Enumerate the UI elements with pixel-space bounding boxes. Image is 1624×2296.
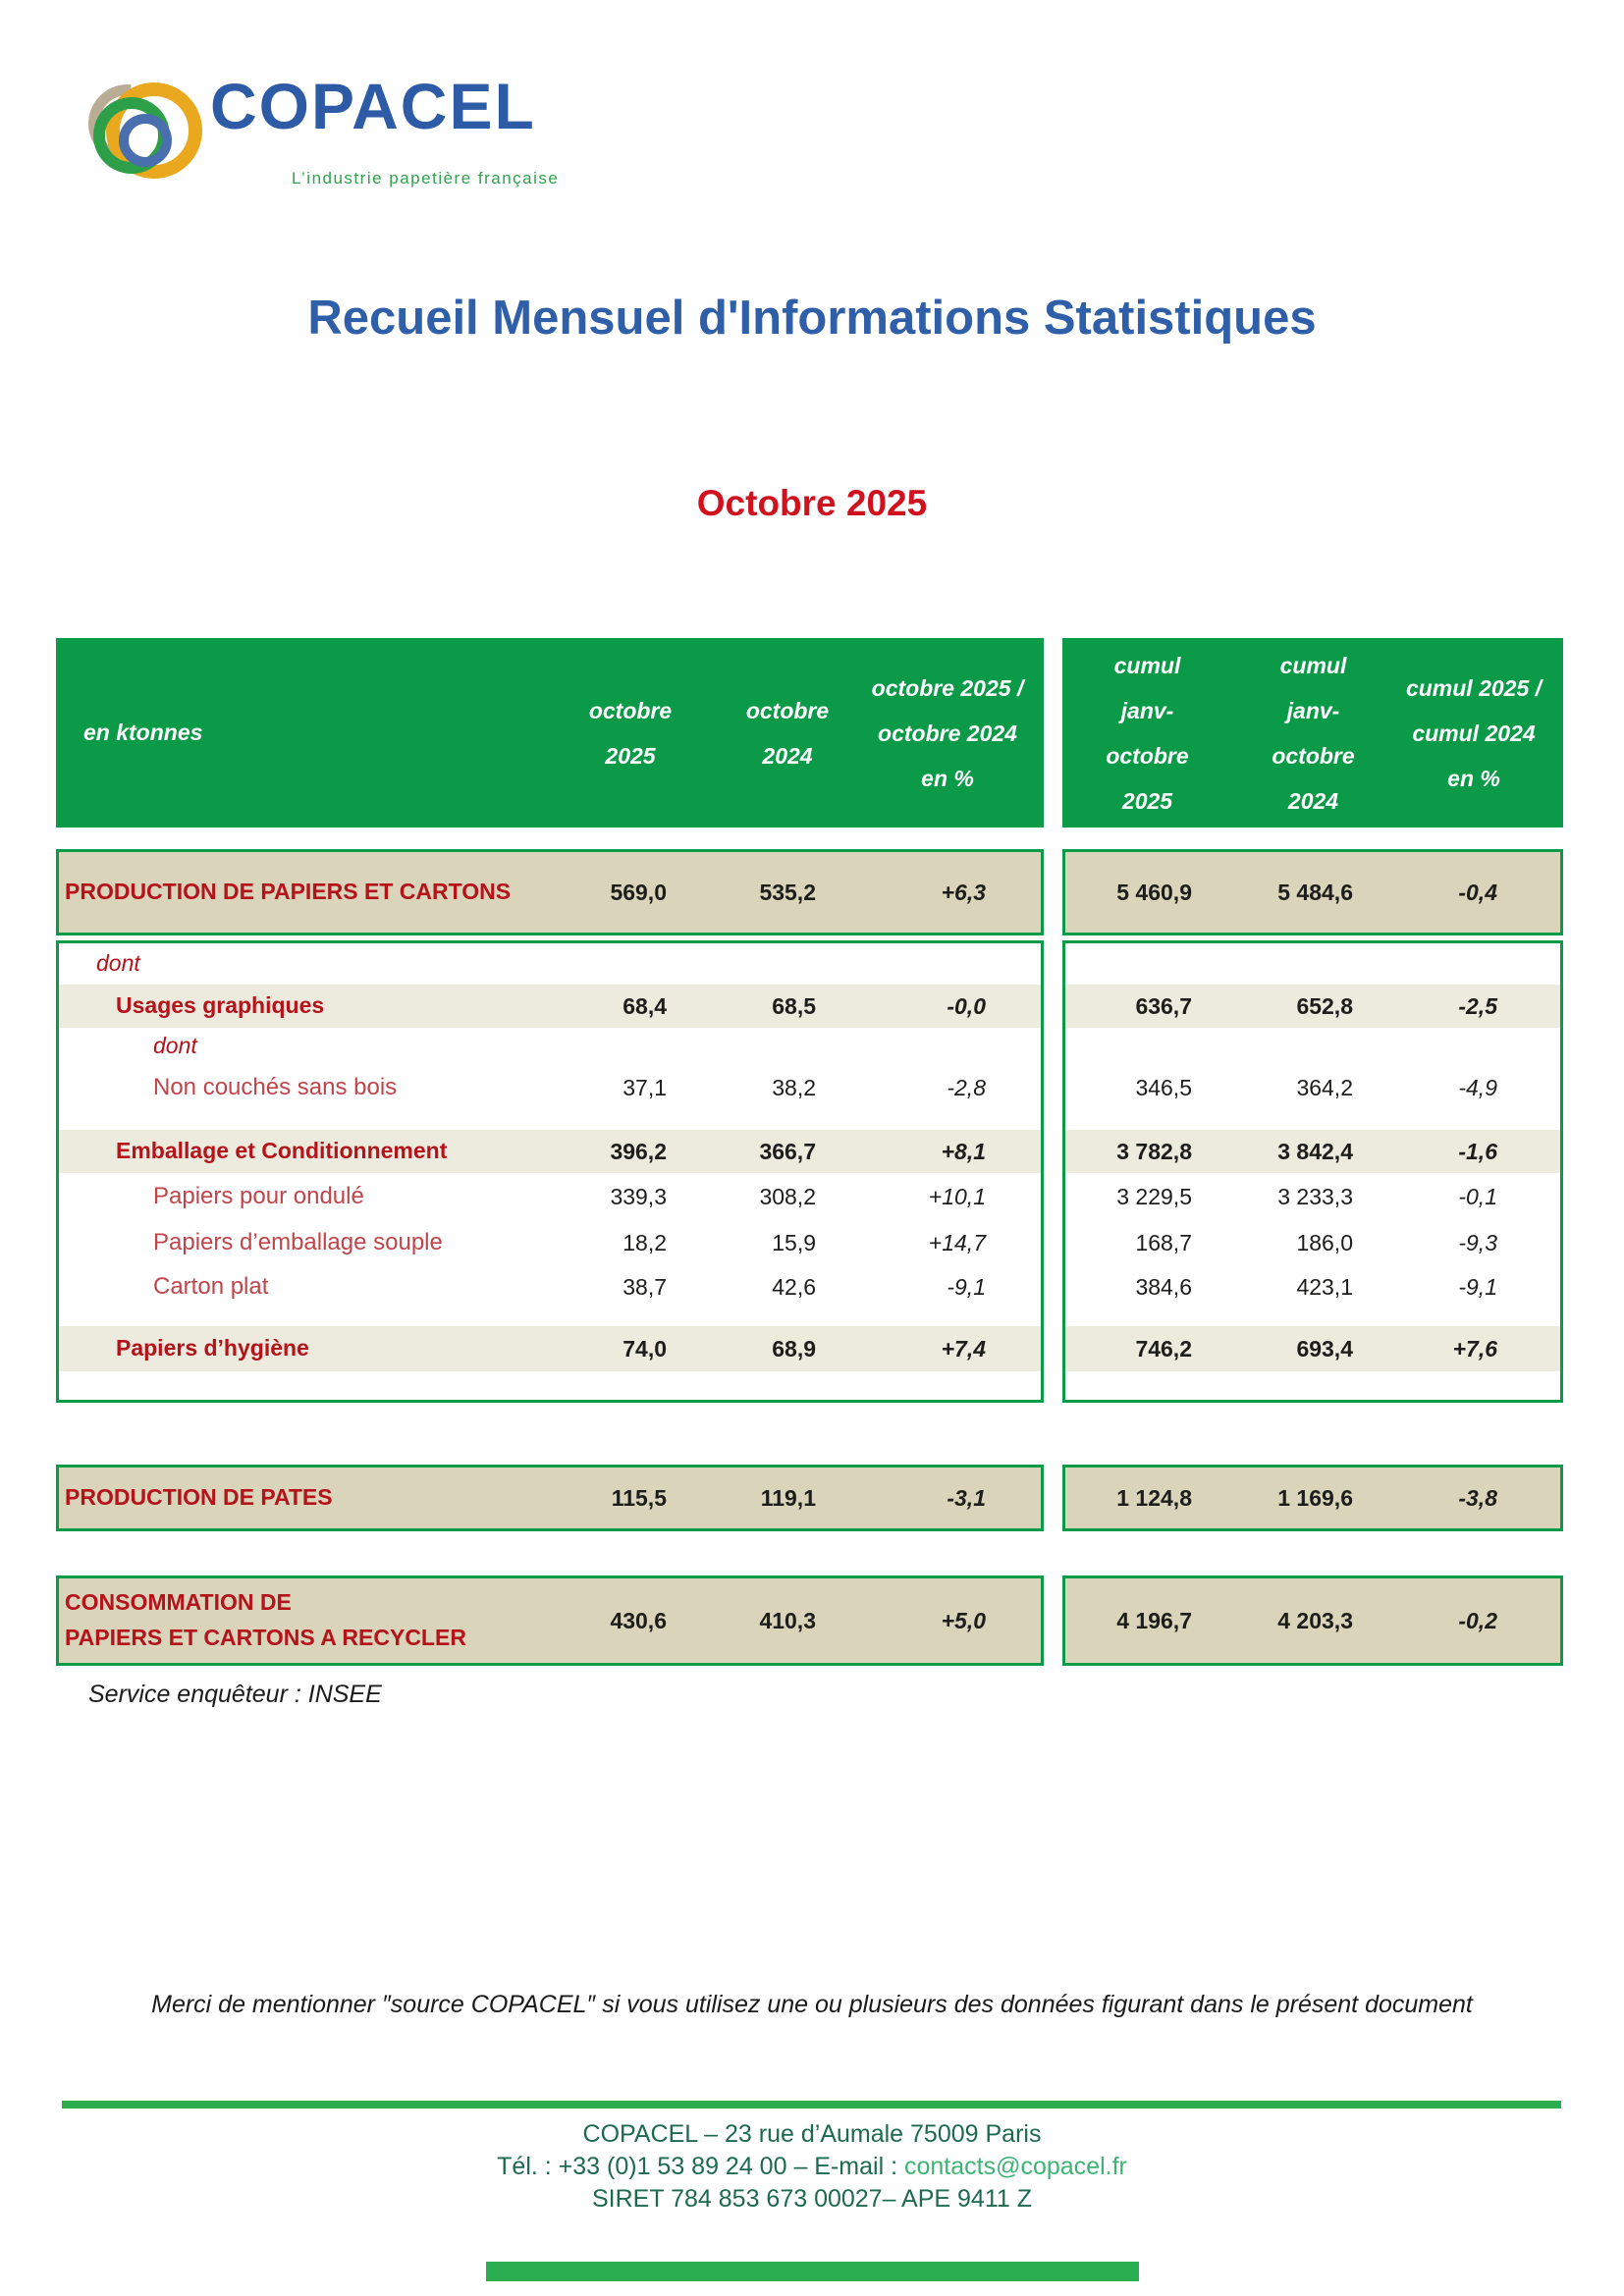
cell-ondule-col1: 339,3 [610, 1183, 667, 1209]
table-row-emballage-l [59, 1130, 1041, 1173]
period-title: Octobre 2025 [696, 483, 928, 523]
row-label-pates [59, 1480, 547, 1516]
source-mention: Merci de mentionner ″source COPACEL″ si vous utilisez une ou plusieurs des données figurant dans le présent document [151, 1991, 1473, 2018]
production-box-right [1062, 849, 1563, 935]
row-label-carton [59, 1268, 547, 1305]
table-row-ondule-r [1065, 1173, 1560, 1220]
spacer-row [59, 1308, 1041, 1326]
row-label-hygiene [59, 1331, 547, 1366]
cell-emballage-col4: 3 782,8 [1116, 1138, 1192, 1164]
cell-pates-col5: 1 169,6 [1277, 1484, 1353, 1511]
row-label-dont2 [59, 1029, 547, 1064]
row-label-line: CONSOMMATION DE [65, 1589, 292, 1616]
row-label-line: Non couchés sans bois [153, 1074, 398, 1101]
table-row-dont2-l [59, 1028, 1041, 1065]
cell-hygiene-col5: 693,4 [1296, 1335, 1353, 1362]
table-row-dont1-l [59, 943, 1041, 985]
row-label-dont1 [59, 946, 547, 982]
detail-box-left [56, 940, 1044, 1403]
row-label-line: PRODUCTION DE PAPIERS ET CARTONS [65, 879, 512, 905]
cell-emballage-col3: +8,1 [941, 1138, 986, 1164]
row-label-production [59, 875, 547, 910]
cell-production-col1: 569,0 [610, 879, 667, 905]
cell-carton-col5: 423,1 [1296, 1273, 1353, 1300]
table-row-dont2-r [1065, 1028, 1560, 1065]
cell-hygiene-col3: +7,4 [941, 1335, 986, 1362]
header-line: octobre 2024 [878, 720, 1017, 746]
cell-usages-col5: 652,8 [1296, 992, 1353, 1019]
row-label-line: PRODUCTION DE PATES [65, 1484, 333, 1511]
cell-production-col2: 535,2 [759, 879, 816, 905]
cell-noncouches-col1: 37,1 [623, 1074, 667, 1100]
table-row-souple-l [59, 1220, 1041, 1265]
cell-emballage-col1: 396,2 [610, 1138, 667, 1164]
row-label-line: PAPIERS ET CARTONS A RECYCLER [65, 1625, 466, 1650]
col-header-cumul-pct [1394, 638, 1563, 828]
header-line: cumul [1113, 652, 1181, 678]
spacer-row [59, 1110, 1041, 1130]
table-row-souple-r [1065, 1220, 1560, 1265]
row-label-line: dont [96, 950, 140, 977]
footer-address: COPACEL – 23 rue d’Aumale 75009 Paris [582, 2120, 1042, 2148]
header-line: 2024 [1287, 787, 1339, 814]
logo-ring-blue-icon [119, 114, 172, 167]
cell-usages-col1: 68,4 [623, 992, 667, 1019]
spacer-row [59, 1371, 1041, 1400]
row-label-souple [59, 1224, 547, 1260]
production-box-left [56, 849, 1044, 935]
cell-usages-col4: 636,7 [1135, 992, 1192, 1019]
table-row-consommation-r [1065, 1578, 1560, 1663]
cell-carton-col1: 38,7 [623, 1273, 667, 1300]
cell-noncouches-col2: 38,2 [772, 1074, 816, 1100]
footer-email-link[interactable]: contacts@copacel.fr [903, 2153, 1127, 2180]
header-line: 2025 [1121, 787, 1173, 814]
table-row-noncouches-r [1065, 1065, 1560, 1110]
header-line: janv- [1120, 697, 1174, 723]
col-header-month-2024 [714, 638, 861, 828]
row-label-line: dont [153, 1033, 197, 1059]
cell-hygiene-col1: 74,0 [623, 1335, 667, 1362]
cell-noncouches-col6: -4,9 [1458, 1074, 1497, 1100]
cell-production-col6: -0,4 [1458, 879, 1497, 905]
table-row-hygiene-r [1065, 1326, 1560, 1371]
header-line: octobre [1106, 742, 1189, 769]
cell-ondule-col5: 3 233,3 [1277, 1183, 1353, 1209]
cell-pates-col6: -3,8 [1458, 1484, 1497, 1511]
row-label-line: Emballage et Conditionnement [116, 1138, 448, 1164]
table-row-pates-r [1065, 1468, 1560, 1528]
cell-souple-col6: -9,3 [1458, 1229, 1497, 1255]
cell-ondule-col3: +10,1 [928, 1183, 986, 1209]
cell-consommation-col3: +5,0 [941, 1607, 986, 1633]
cell-production-col4: 5 460,9 [1116, 879, 1192, 905]
cell-pates-col1: 115,5 [611, 1484, 667, 1511]
detail-box-right [1062, 940, 1563, 1403]
footer-siret: SIRET 784 853 673 00027– APE 9411 Z [591, 2185, 1033, 2213]
cell-pates-col3: -3,1 [947, 1484, 986, 1511]
cell-production-col3: +6,3 [941, 879, 986, 905]
survey-note: Service enquêteur : INSEE [88, 1681, 382, 1708]
row-label-line: Papiers pour ondulé [153, 1183, 364, 1210]
cell-ondule-col2: 308,2 [759, 1183, 816, 1209]
cell-ondule-col4: 3 229,5 [1116, 1183, 1192, 1209]
cell-souple-col5: 186,0 [1296, 1229, 1353, 1255]
cell-usages-col2: 68,5 [772, 992, 816, 1019]
cell-souple-col4: 168,7 [1135, 1229, 1192, 1255]
logo-tagline: L’industrie papetière française [292, 169, 560, 187]
row-label-line: Papiers d’hygiène [116, 1335, 309, 1362]
cell-souple-col1: 18,2 [623, 1229, 667, 1255]
cell-consommation-col1: 430,6 [610, 1607, 667, 1633]
logo-wordmark: COPACEL [210, 70, 536, 142]
header-line: cumul 2024 [1412, 720, 1536, 746]
header-line: en % [921, 765, 974, 791]
cell-carton-col2: 42,6 [772, 1273, 816, 1300]
pates-box-left [56, 1465, 1044, 1531]
table-row-ondule-l [59, 1173, 1041, 1220]
table-header-right [1062, 638, 1563, 828]
cell-ondule-col6: -0,1 [1458, 1183, 1497, 1209]
cell-emballage-col2: 366,7 [759, 1138, 816, 1164]
table-row-pates-l [59, 1468, 1041, 1528]
cell-noncouches-col4: 346,5 [1135, 1074, 1192, 1100]
cell-production-col5: 5 484,6 [1277, 879, 1353, 905]
header-line: 2025 [605, 742, 656, 769]
header-line: 2024 [762, 742, 813, 769]
page-title: Recueil Mensuel d'Informations Statistiques [307, 292, 1317, 345]
header-line: octobre 2025 / [871, 674, 1024, 701]
table-row-hygiene-l [59, 1326, 1041, 1371]
cell-noncouches-col5: 364,2 [1296, 1074, 1353, 1100]
header-line: octobre [745, 697, 830, 723]
col-header-cumul-2025 [1062, 638, 1232, 828]
footer-divider-bar [62, 2101, 1561, 2109]
col-header-month-2025 [547, 638, 714, 828]
consommation-box-left [56, 1575, 1044, 1666]
cell-hygiene-col2: 68,9 [772, 1335, 816, 1362]
footer-contact [0, 2153, 1624, 2181]
cell-souple-col2: 15,9 [772, 1229, 816, 1255]
header-line: en % [1447, 765, 1500, 791]
header-line: cumul [1279, 652, 1347, 678]
row-label-emballage [59, 1134, 547, 1169]
cell-hygiene-col4: 746,2 [1135, 1335, 1192, 1362]
row-label-ondule [59, 1178, 547, 1214]
col-header-month-pct [861, 638, 1044, 828]
cell-consommation-col5: 4 203,3 [1277, 1607, 1353, 1633]
header-line: octobre [1272, 742, 1355, 769]
cell-consommation-col6: -0,2 [1458, 1607, 1497, 1633]
table-header-left [56, 638, 1044, 828]
cell-emballage-col6: -1,6 [1458, 1138, 1497, 1164]
cell-emballage-col5: 3 842,4 [1277, 1138, 1353, 1164]
spacer-row [1065, 1110, 1560, 1130]
row-label-line: Usages graphiques [116, 992, 325, 1019]
cell-usages-col6: -2,5 [1458, 992, 1497, 1019]
spacer-row [1065, 1371, 1560, 1400]
table-row-noncouches-l [59, 1065, 1041, 1110]
header-line: janv- [1286, 697, 1340, 723]
header-line: cumul 2025 / [1405, 674, 1543, 701]
row-label-noncouches [59, 1069, 547, 1105]
footer-bottom-bar [486, 2262, 1139, 2281]
cell-carton-col3: -9,1 [947, 1273, 986, 1300]
table-row-emballage-r [1065, 1130, 1560, 1173]
table-row-carton-l [59, 1265, 1041, 1308]
table-row-production-r [1065, 852, 1560, 933]
table-row-dont1-r [1065, 943, 1560, 985]
cell-pates-col2: 119,1 [760, 1484, 816, 1511]
pates-box-right [1062, 1465, 1563, 1531]
footer-phone: Tél. : +33 (0)1 53 89 24 00 – E-mail : [497, 2153, 904, 2180]
table-row-consommation-l [59, 1578, 1041, 1663]
cell-souple-col3: +14,7 [928, 1229, 986, 1255]
cell-noncouches-col3: -2,8 [947, 1074, 986, 1100]
cell-pates-col4: 1 124,8 [1116, 1484, 1192, 1511]
cell-hygiene-col6: +7,6 [1452, 1335, 1497, 1362]
cell-consommation-col2: 410,3 [759, 1607, 816, 1633]
row-label-line: Carton plat [153, 1273, 269, 1301]
table-row-carton-r [1065, 1265, 1560, 1308]
row-label-consommation [59, 1585, 547, 1655]
col-header-cumul-2024 [1232, 638, 1394, 828]
spacer-row [1065, 1308, 1560, 1326]
consommation-box-right [1062, 1575, 1563, 1666]
cell-usages-col3: -0,0 [947, 992, 986, 1019]
header-line: octobre [588, 697, 673, 723]
table-row-usages-l [59, 985, 1041, 1028]
table-row-usages-r [1065, 985, 1560, 1028]
row-label-line: Papiers d’emballage souple [153, 1229, 443, 1256]
row-label-usages [59, 988, 547, 1024]
table-row-production-l [59, 852, 1041, 933]
cell-consommation-col4: 4 196,7 [1116, 1607, 1192, 1633]
cell-carton-col6: -9,1 [1458, 1273, 1497, 1300]
unit-label: en ktonnes [83, 720, 203, 745]
cell-carton-col4: 384,6 [1135, 1273, 1192, 1300]
